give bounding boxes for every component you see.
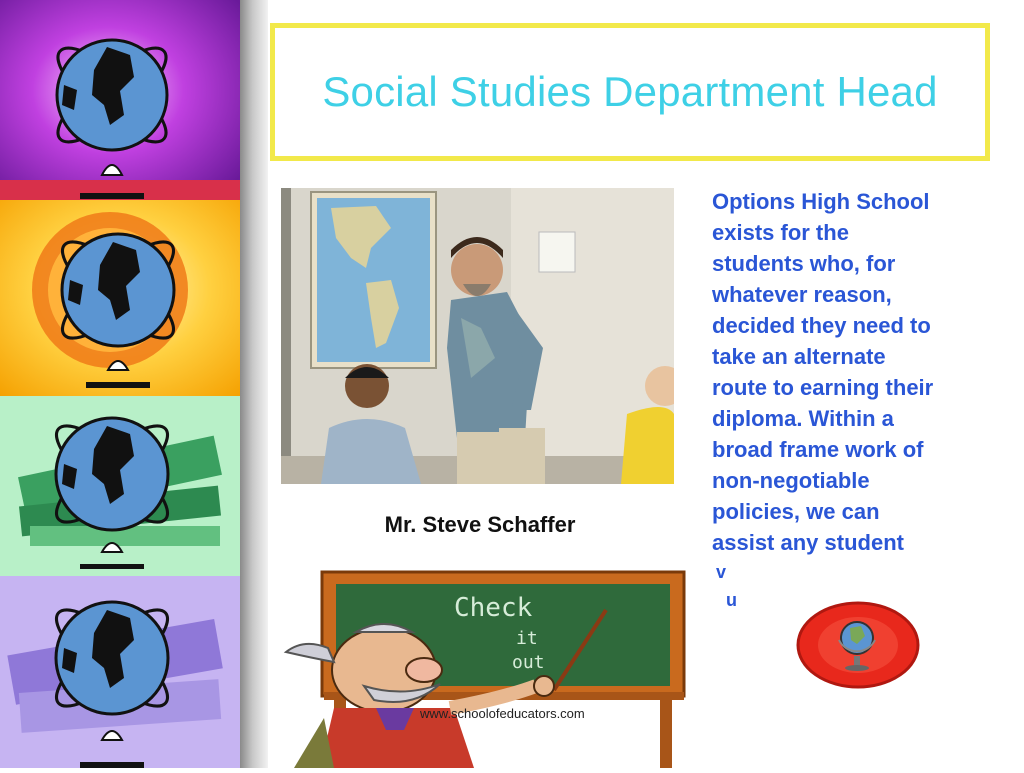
chalkboard-text: Check xyxy=(454,593,533,623)
description-line: assist any student xyxy=(712,530,904,555)
slide-title: Social Studies Department Head xyxy=(322,68,938,115)
description-line: route to earning their xyxy=(712,375,934,400)
strip-tile-magenta xyxy=(0,0,240,200)
description-text xyxy=(712,186,1012,558)
teacher-cartoon xyxy=(264,558,704,768)
strip-tile-yellow xyxy=(0,200,240,396)
strip-tile-green xyxy=(0,396,240,576)
chalkboard-text: out xyxy=(512,652,545,673)
description-line: diploma. Within a xyxy=(712,406,894,431)
globe-icon xyxy=(795,600,921,690)
strip-tile-lavender xyxy=(0,576,240,768)
description-line: students who, for xyxy=(712,251,896,276)
description-line: decided they need to xyxy=(712,313,931,338)
description-line: whatever reason, xyxy=(712,282,892,307)
title-box xyxy=(270,23,990,161)
description-line: Options High School xyxy=(712,189,930,214)
description-line: policies, we can xyxy=(712,499,880,524)
description-line: broad frame work of xyxy=(712,437,924,462)
description-line: exists for the xyxy=(712,220,849,245)
globe-link-button[interactable] xyxy=(795,600,921,690)
decorative-strip xyxy=(0,0,240,768)
description-line: take an alternate xyxy=(712,344,886,369)
description-fragment: u xyxy=(726,590,737,610)
photo-caption: Mr. Steve Schaffer xyxy=(384,512,576,537)
teacher-photo xyxy=(281,188,674,484)
description-line: non-negotiable xyxy=(712,468,870,493)
chalkboard-text: it xyxy=(516,628,538,649)
watermark-text: www.schoolofeducators.com xyxy=(420,706,585,721)
description-fragment: v xyxy=(716,562,727,582)
